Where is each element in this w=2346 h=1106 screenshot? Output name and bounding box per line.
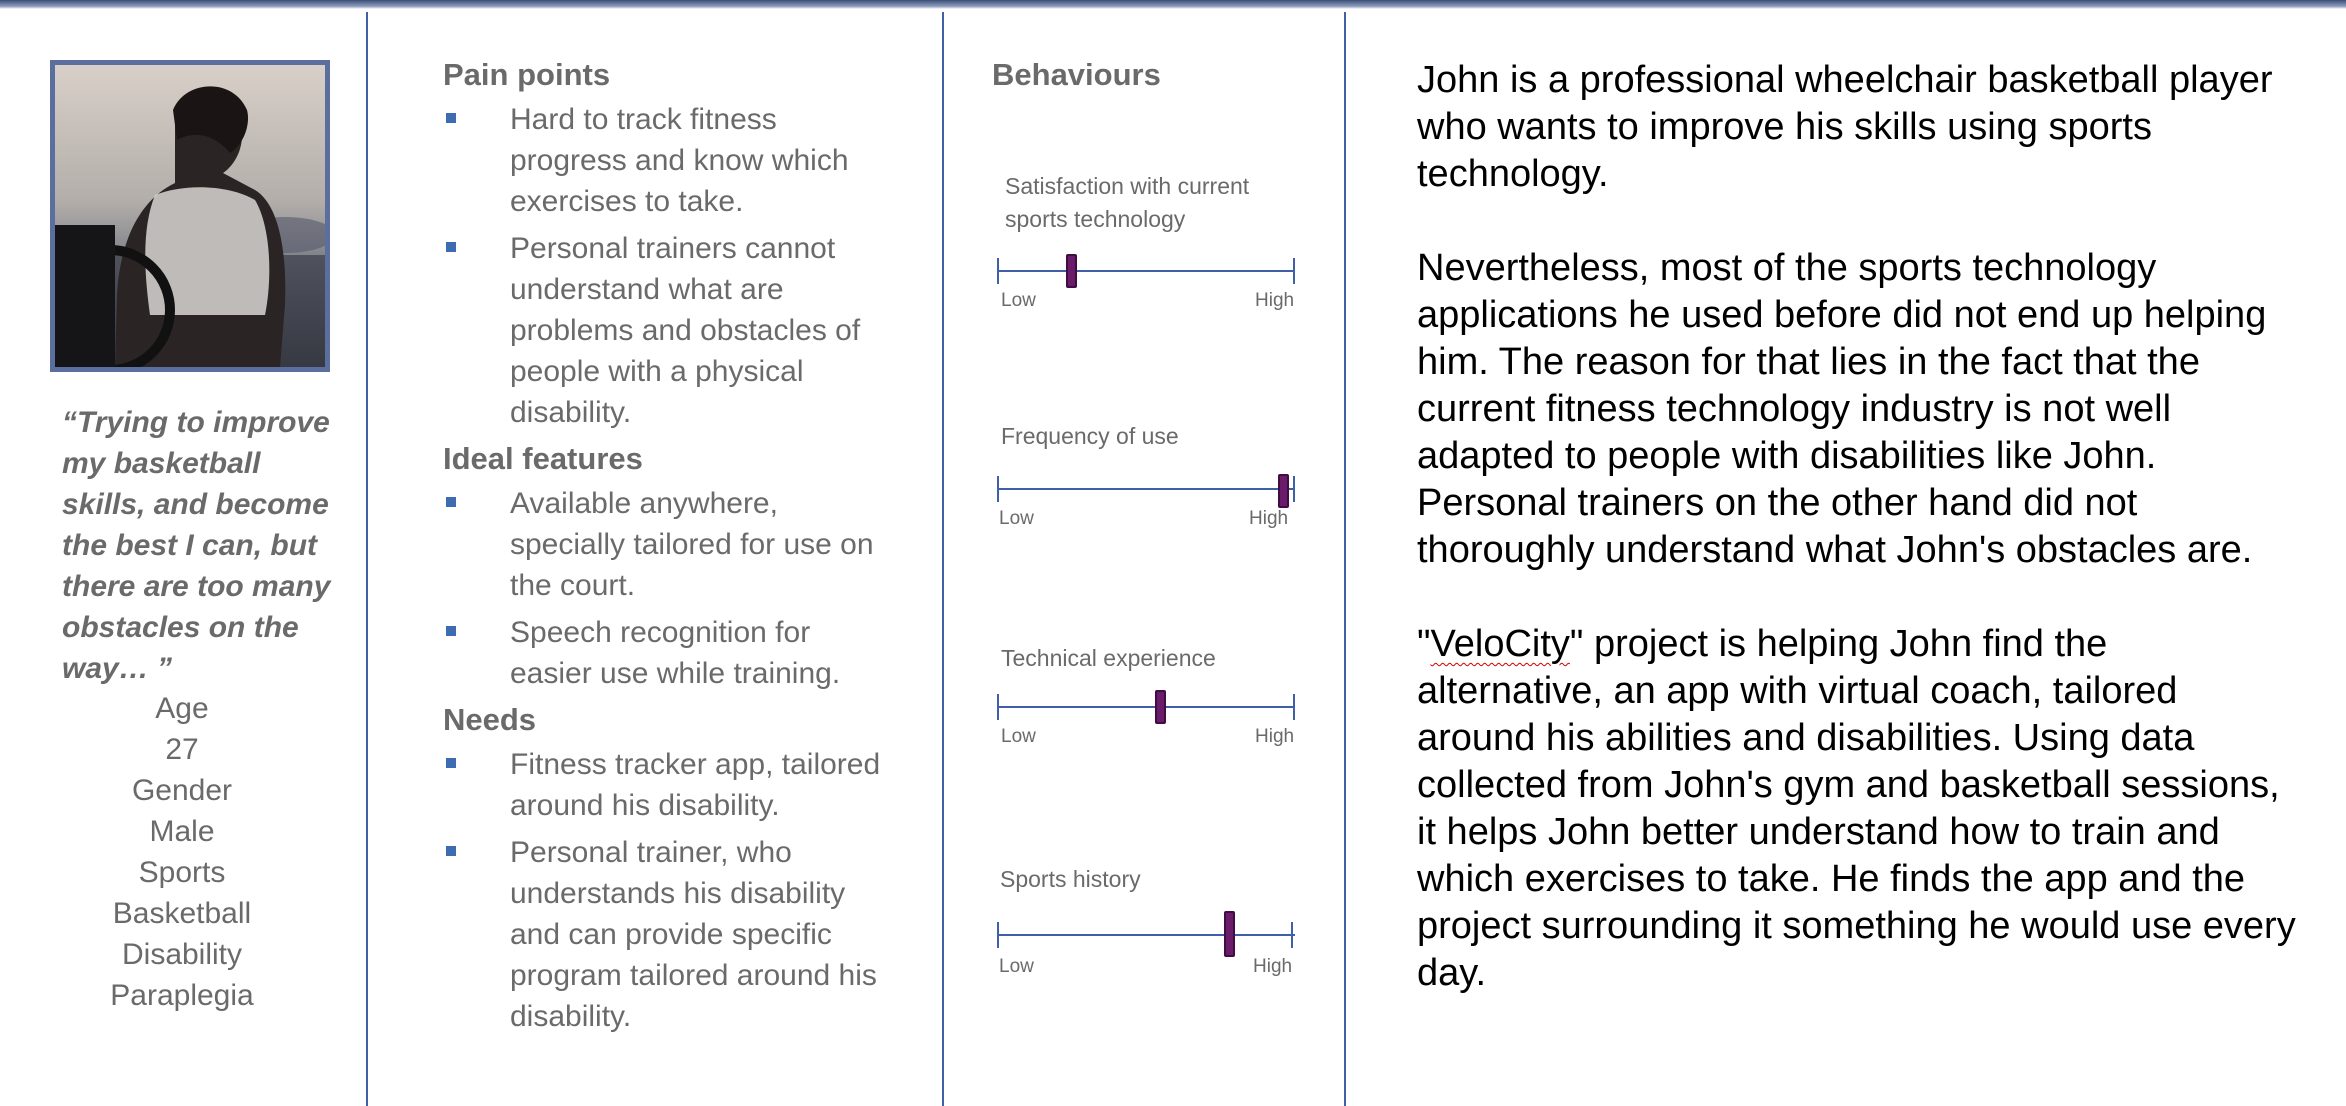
- slider-satisfaction: [997, 170, 1307, 310]
- slider-track: [997, 270, 1295, 272]
- info-sports-label: Sports: [138, 856, 226, 889]
- slider-tick-high: [1293, 476, 1295, 502]
- slider-tick-low: [997, 694, 999, 720]
- list-item: Fitness tracker app, tailored around his disability.: [443, 744, 883, 826]
- slider-low-label: Low: [1001, 290, 1036, 311]
- slider-frequency: [997, 420, 1307, 560]
- info-age-label: Age: [155, 692, 209, 725]
- slider-sports-history: [997, 863, 1307, 1003]
- column-divider-3: [1344, 12, 1346, 1106]
- slider-label: Satisfaction with current sports technology: [1005, 173, 1250, 232]
- ideal-features-list: [443, 483, 883, 694]
- slider-track: [997, 934, 1295, 936]
- list-item: Personal trainers cannot understand what are problems and obstacles of people with a physical disability.: [443, 228, 883, 433]
- slider-low-label: Low: [1001, 726, 1036, 747]
- slider-tick-low: [997, 476, 999, 502]
- slider-high-label: High: [1253, 956, 1293, 977]
- slider-tick-high: [1293, 258, 1295, 284]
- list-item: Personal trainer, who understands his disability and can provide specific program tailored around his disability.: [443, 832, 883, 1037]
- persona-info: [82, 688, 282, 1016]
- slider-low-label: Low: [999, 956, 1034, 977]
- info-disability-value: Paraplegia: [110, 979, 254, 1012]
- needs-title: Needs: [443, 702, 537, 737]
- slider-thumb: [1066, 254, 1077, 288]
- info-age-value: 27: [165, 733, 199, 766]
- slider-tick-low: [997, 922, 999, 948]
- project-name: VeloCity: [1430, 623, 1570, 665]
- slider-track: [997, 488, 1295, 490]
- slider-high-label: High: [1255, 290, 1295, 311]
- story-paragraph-1: John is a professional wheelchair basketball player who wants to improve his skills using sports technology.: [1417, 59, 2273, 195]
- info-disability-label: Disability: [121, 938, 243, 971]
- open-quote: ": [1417, 623, 1431, 665]
- column-divider-2: [942, 12, 944, 1106]
- slider-label: Technical experience: [1001, 645, 1216, 671]
- ideal-features-title: Ideal features: [443, 441, 643, 476]
- slider-thumb: [1155, 690, 1166, 724]
- column-divider-1: [366, 12, 368, 1106]
- slider-thumb: [1224, 911, 1235, 957]
- behaviours-title: Behaviours: [992, 57, 1161, 92]
- persona-quote: “Trying to improve my basketball skills, and become the best I can, but there are too many obstacles on the way… ”: [62, 406, 331, 685]
- list-item: Speech recognition for easier use while training.: [443, 612, 883, 694]
- slider-label: Sports history: [1000, 866, 1141, 892]
- story-paragraph-3-rest: " project is helping John find the alternative, an app with virtual coach, tailored around his abilities and disabilities. Using data collected from John's gym and basketball sessions, it helps John better understand how to train and which exercises to take. He finds the app and the project surrounding it something he would use every day.: [1417, 623, 2296, 994]
- list-item: Available anywhere, specially tailored for use on the court.: [443, 483, 883, 606]
- pain-points-list: [443, 99, 883, 433]
- info-sports-value: Basketball: [112, 897, 252, 930]
- slider-technical-experience: [997, 642, 1307, 782]
- slider-high-label: High: [1249, 508, 1289, 529]
- slider-tick-high: [1291, 922, 1293, 948]
- slider-label: Frequency of use: [1001, 423, 1179, 449]
- persona-story: [1417, 57, 2297, 1044]
- slider-thumb: [1278, 474, 1289, 508]
- needs-column: [443, 55, 883, 1043]
- slider-tick-high: [1293, 694, 1295, 720]
- slider-track: [997, 706, 1295, 708]
- info-gender-value: Male: [149, 815, 215, 848]
- slider-high-label: High: [1255, 726, 1295, 747]
- story-paragraph-2: Nevertheless, most of the sports technology applications he used before did not end up helping him. The reason for that lies in the fact that the current fitness technology industry is not well adapted to people with disabilities like John. Personal trainers on the other hand did not thoroughly understand what John's obstacles are.: [1417, 247, 2267, 571]
- info-gender-label: Gender: [131, 774, 233, 807]
- list-item: Hard to track fitness progress and know which exercises to take.: [443, 99, 883, 222]
- needs-list: [443, 744, 883, 1037]
- persona-photo: [50, 60, 330, 372]
- top-border-bar: [0, 0, 2346, 9]
- story-paragraph-3: [1417, 621, 2297, 997]
- slider-tick-low: [997, 258, 999, 284]
- pain-points-title: Pain points: [443, 57, 611, 92]
- slider-low-label: Low: [999, 508, 1034, 529]
